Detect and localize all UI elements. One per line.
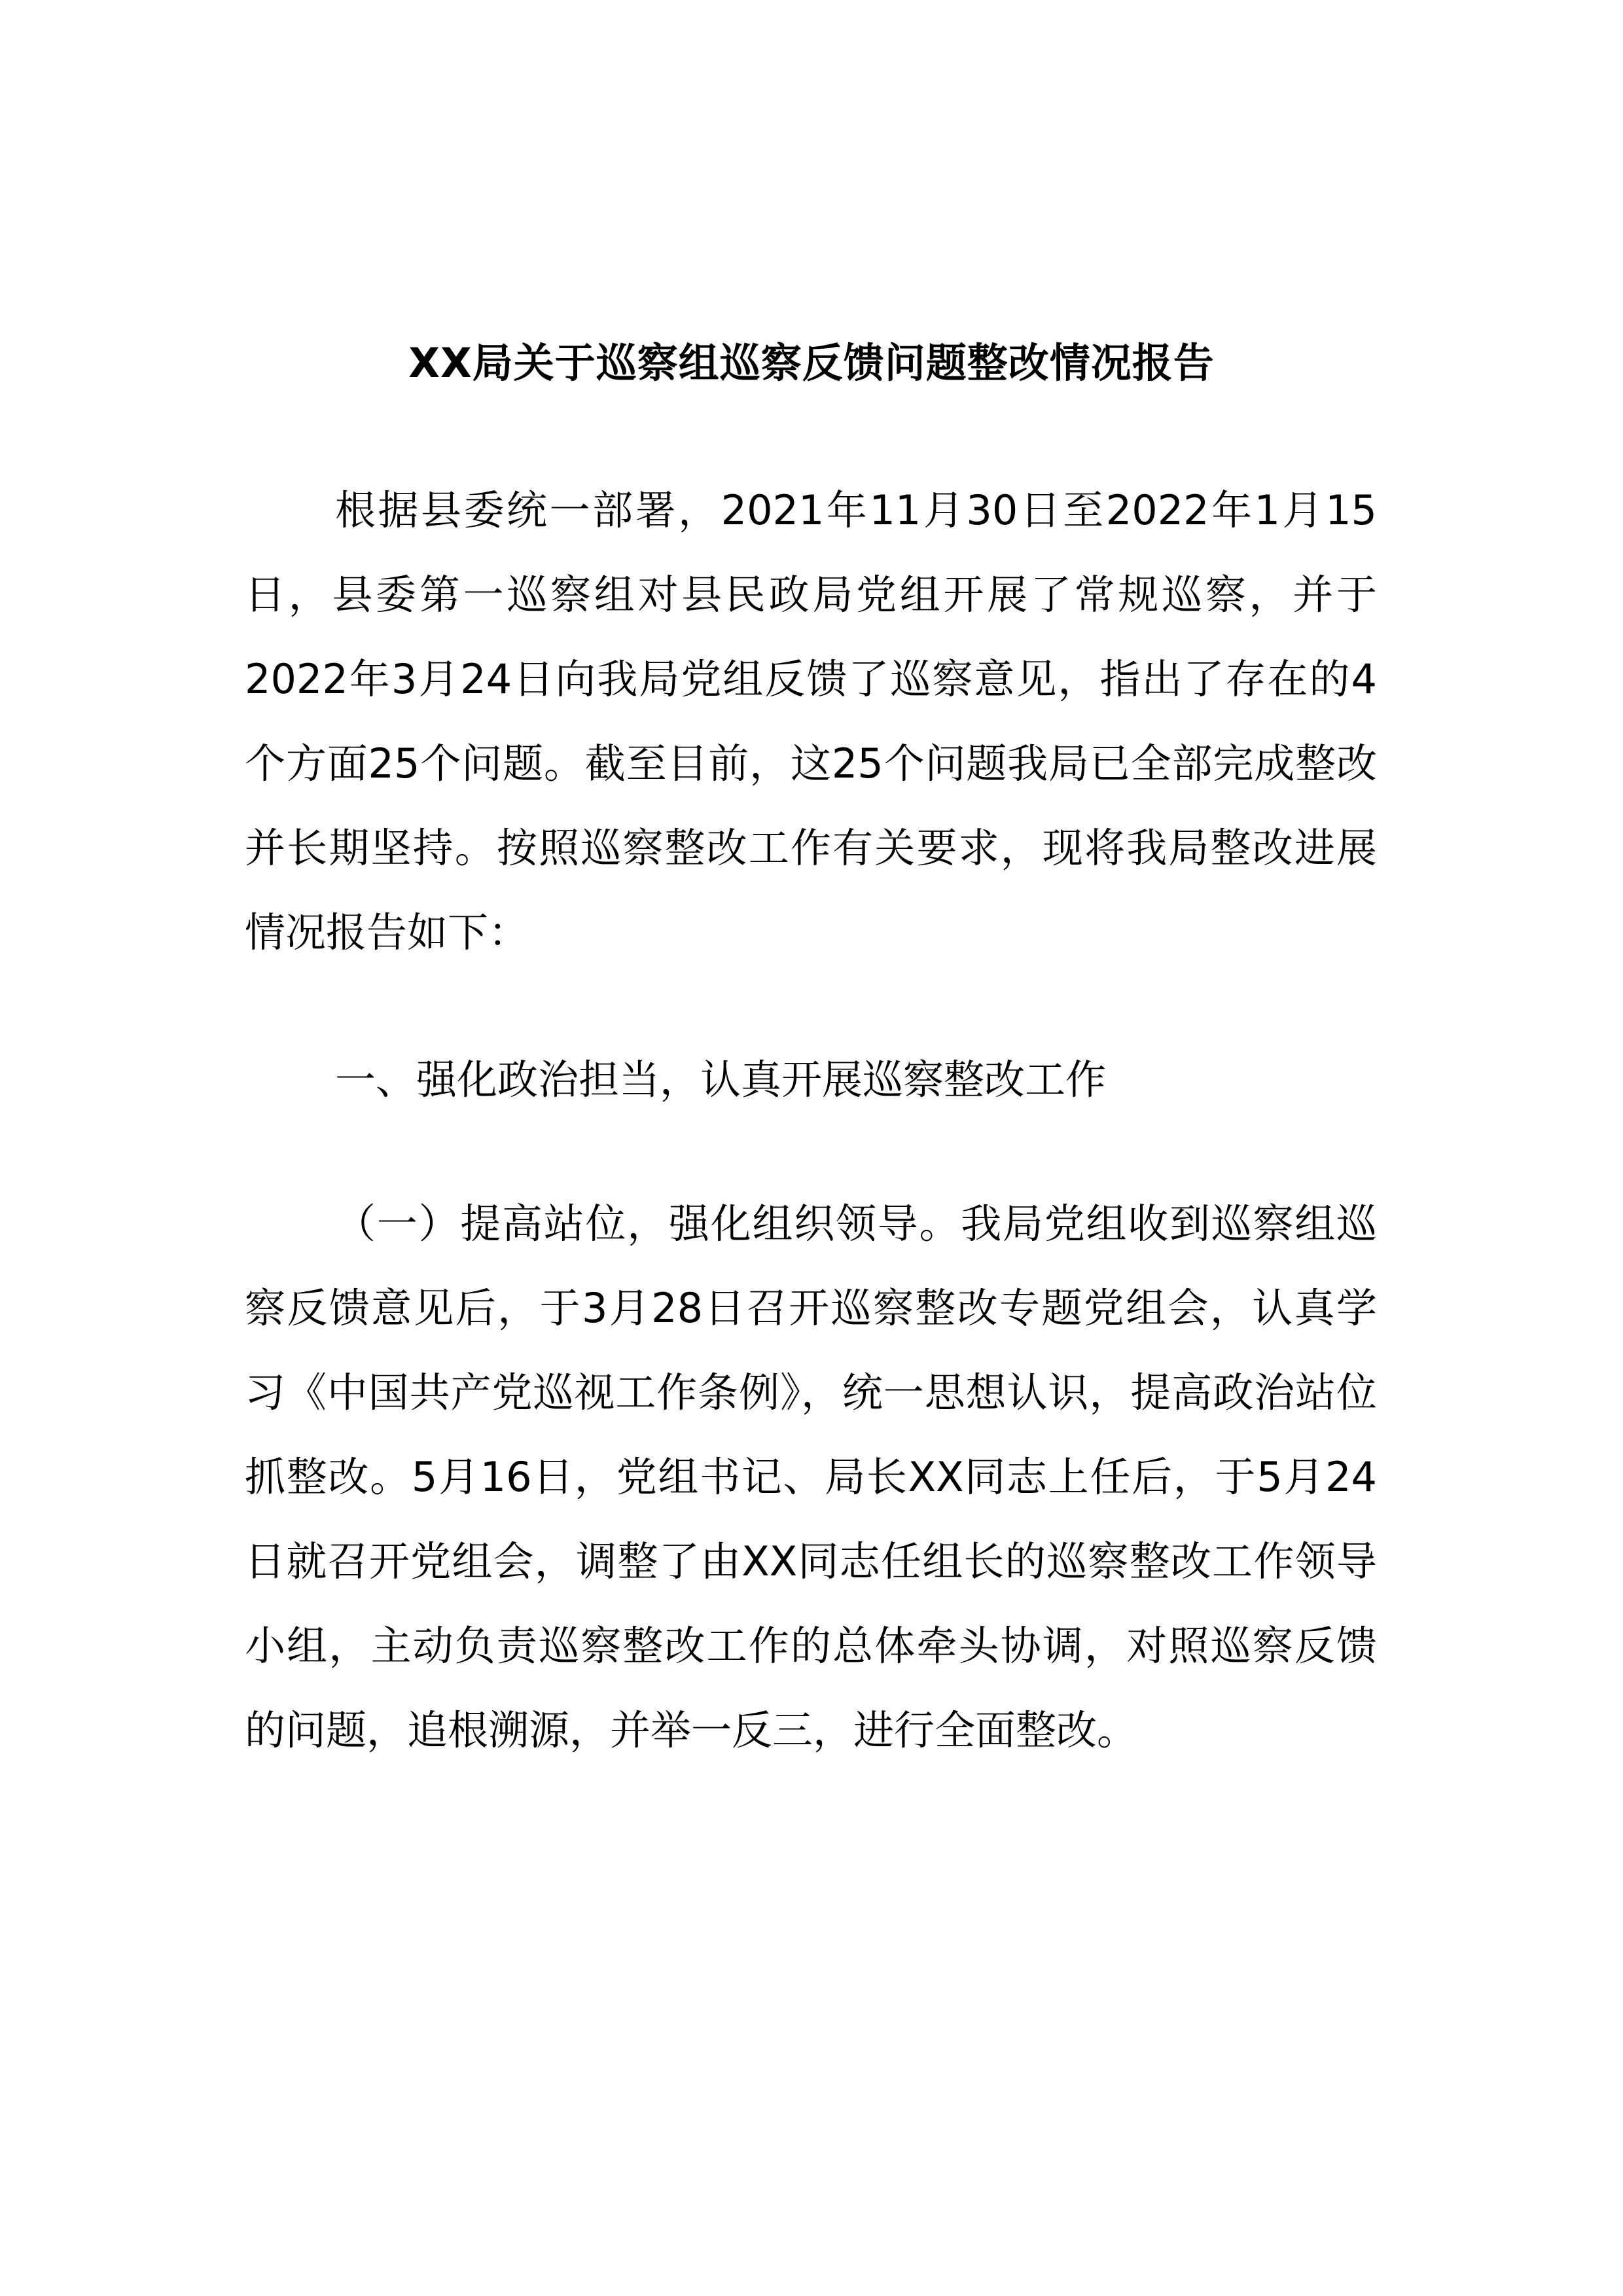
section-heading-1: 一、强化政治担当，认真开展巡察整改工作 <box>335 1056 1107 1103</box>
subsection-paragraph-1: （一）提高站位，强化组织领导。我局党组收到巡察组巡察反馈意见后，于3月28日召开巡察整改专题党组会，认真学习《中国共产党巡视工作条例》，统一思想认识，提高政治站位抓整改。5月16日，党组书记、局长XX同志上任后，于5月24日就召开党组会，调整了由XX同志任组长的巡察整改工作领导小组，主动负责巡察整改工作的总体牵头协调，对照巡察反馈的问题，追根溯源，并举一反三，进行全面整改。 <box>245 1200 1377 1754</box>
document-title: XX局关于巡察组巡察反馈问题整改情况报告 <box>408 339 1215 387</box>
intro-paragraph: 根据县委统一部署，2021年11月30日至2022年1月15日，县委第一巡察组对县民政局党组开展了常规巡察，并于2022年3月24日向我局党组反馈了巡察意见，指出了存在的4个方面25个问题。截至目前，这25个问题我局已全部完成整改并长期坚持。按照巡察整改工作有关要求，现将我局整改进展情况报告如下： <box>245 486 1377 956</box>
